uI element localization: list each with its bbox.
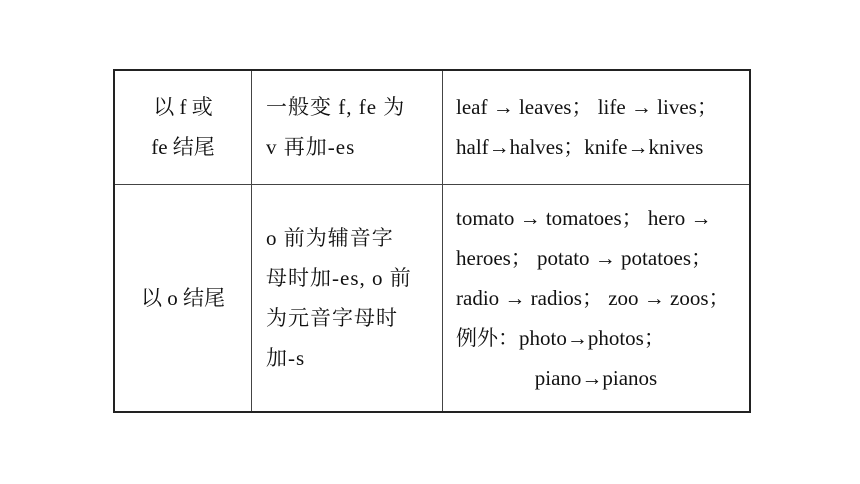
examples-text: radio → radios； zoo → zoos； — [456, 285, 730, 310]
examples-text: leaf → leaves； life → lives； — [456, 95, 718, 120]
condition-text: 以 f 或 — [153, 95, 213, 120]
plural-rules-table — [113, 69, 751, 413]
rule-text: 加-s — [266, 345, 306, 370]
examples-text: half→halves；knife→knives — [456, 135, 704, 160]
condition-cell — [114, 184, 252, 412]
examples-cell — [443, 70, 751, 184]
table-row — [114, 70, 750, 184]
examples-text: piano→pianos — [534, 365, 658, 390]
condition-text: fe 结尾 — [151, 135, 215, 160]
examples-text: heroes； potato → potatoes； — [456, 245, 713, 270]
rule-text: o 前为辅音字 — [266, 225, 394, 250]
rule-text: 为元音字母时 — [266, 305, 398, 330]
examples-text: tomato → tomatoes； hero → — [456, 205, 712, 230]
rule-cell — [252, 184, 443, 412]
rule-text: v 再加-es — [266, 135, 356, 160]
condition-text: 以 o 结尾 — [141, 285, 225, 310]
rule-cell — [252, 70, 443, 184]
table-row — [114, 184, 750, 412]
examples-text: 例外：photo→photos； — [456, 325, 665, 350]
rule-text: 母时加-es, o 前 — [266, 265, 412, 290]
examples-cell — [443, 184, 751, 412]
rule-text: 一般变 f, fe 为 — [266, 95, 406, 120]
condition-cell — [114, 70, 252, 184]
